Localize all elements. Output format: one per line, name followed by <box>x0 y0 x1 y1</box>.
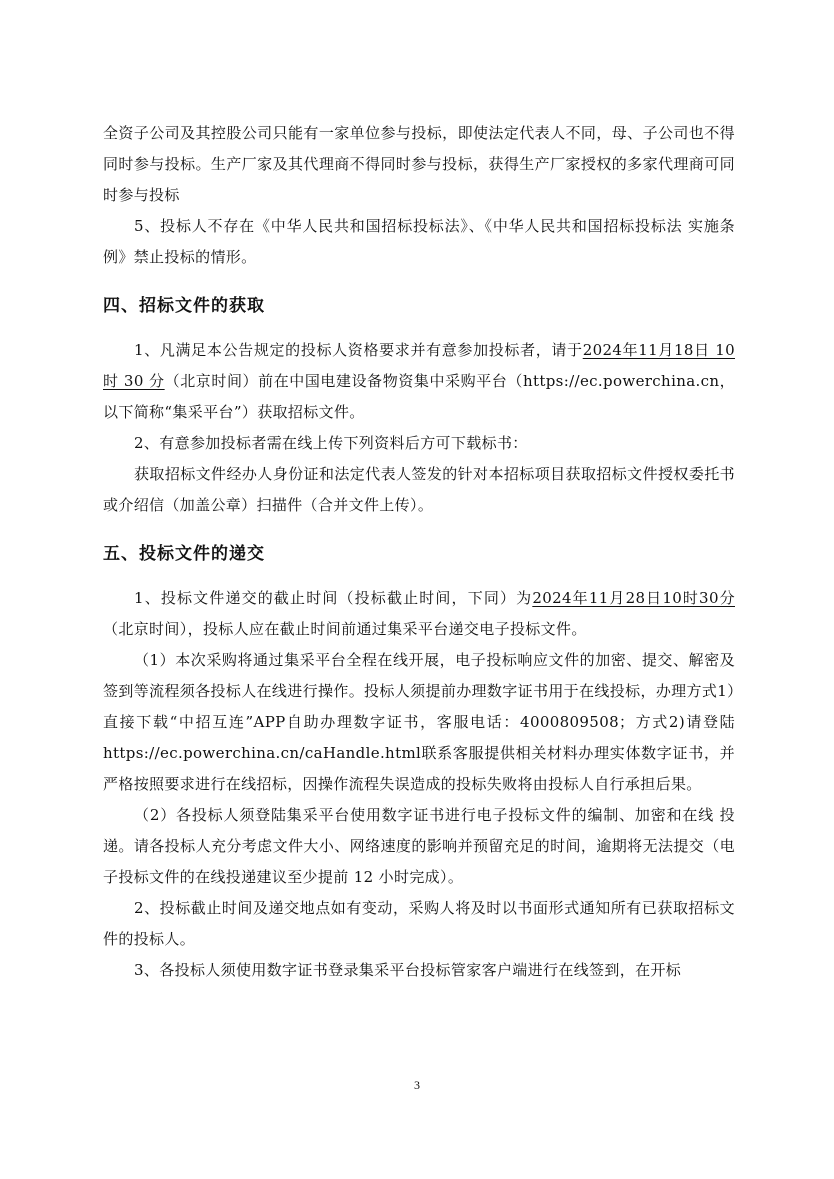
section5-p1-deadline: 2024年11月28日10时30分 <box>532 589 735 607</box>
section5-paragraph-1 <box>103 583 735 645</box>
section4-paragraph-2: 2、有意参加投标者需在线上传下列资料后方可下载标书： <box>134 434 528 452</box>
page-content <box>103 118 735 986</box>
section4-p1-text-before: 1、凡满足本公告规定的投标人资格要求并有意参加投标者，请于 <box>134 341 583 359</box>
section5-paragraph-3: （2）各投标人须登陆集采平台使用数字证书进行电子投标文件的编制、加密和在线 投递。请各投标人充分考虑文件大小、网络速度的影响并预留充足的时间，逾期将无法提交（电子投标文件的在线投递建议至少提前 12 小时完成）。 <box>103 806 735 886</box>
section5-p1-text-after: （北京时间），投标人应在截止时间前通过集采平台递交电子投标文件。 <box>103 620 587 638</box>
section5-p1-text-before: 1、投标文件递交的截止时间（投标截止时间，下同）为 <box>134 589 533 607</box>
section4-p1-deadline: 2024年11月18日 10 时 30 分 <box>103 341 735 390</box>
paragraph-continuation: 全资子公司及其控股公司只能有一家单位参与投标，即使法定代表人不同，母、子公司也不得同时参与投标。生产厂家及其代理商不得同时参与投标，获得生产厂家授权的多家代理商可同时参与投标 <box>103 124 735 204</box>
section5-paragraph-5: 3、各投标人须使用数字证书登录集采平台投标管家客户端进行在线签到，在开标 <box>134 961 682 979</box>
paragraph-item-5: 5、投标人不存在《中华人民共和国招标投标法》、《中华人民共和国招标投标法 实施条例》禁止投标的情形。 <box>103 217 735 266</box>
section5-paragraph-4: 2、投标截止时间及递交地点如有变动，采购人将及时以书面形式通知所有已获取招标文件的投标人。 <box>103 899 735 948</box>
page-number: 3 <box>414 1078 420 1092</box>
section5-paragraph-2: （1）本次采购将通过集采平台全程在线开展，电子投标响应文件的加密、提交、解密及签到等流程须各投标人在线进行操作。投标人须提前办理数字证书用于在线投标，办理方式1）直接下载“中招互连”APP自助办理数字证书，客服电话：4000809508；方式2)请登陆https://ec.powerchina.cn/caHandle.html联系客服提供相关材料办理实体数字证书，并严格按照要求进行在线招标，因操作流程失误造成的投标失败将由投标人自行承担后果。 <box>103 651 735 793</box>
section4-paragraph-3: 获取招标文件经办人身份证和法定代表人签发的针对本招标项目获取招标文件授权委托书或介绍信（加盖公章）扫描件（合并文件上传）。 <box>103 465 735 514</box>
section4-paragraph-1 <box>103 335 735 428</box>
section-heading-5: 五、投标文件的递交 <box>103 544 265 564</box>
section4-p1-text-after: （北京时间）前在中国电建设备物资集中采购平台（https://ec.powerchina.cn，以下简称“集采平台”）获取招标文件。 <box>103 372 735 421</box>
section-heading-4: 四、招标文件的获取 <box>103 296 265 316</box>
